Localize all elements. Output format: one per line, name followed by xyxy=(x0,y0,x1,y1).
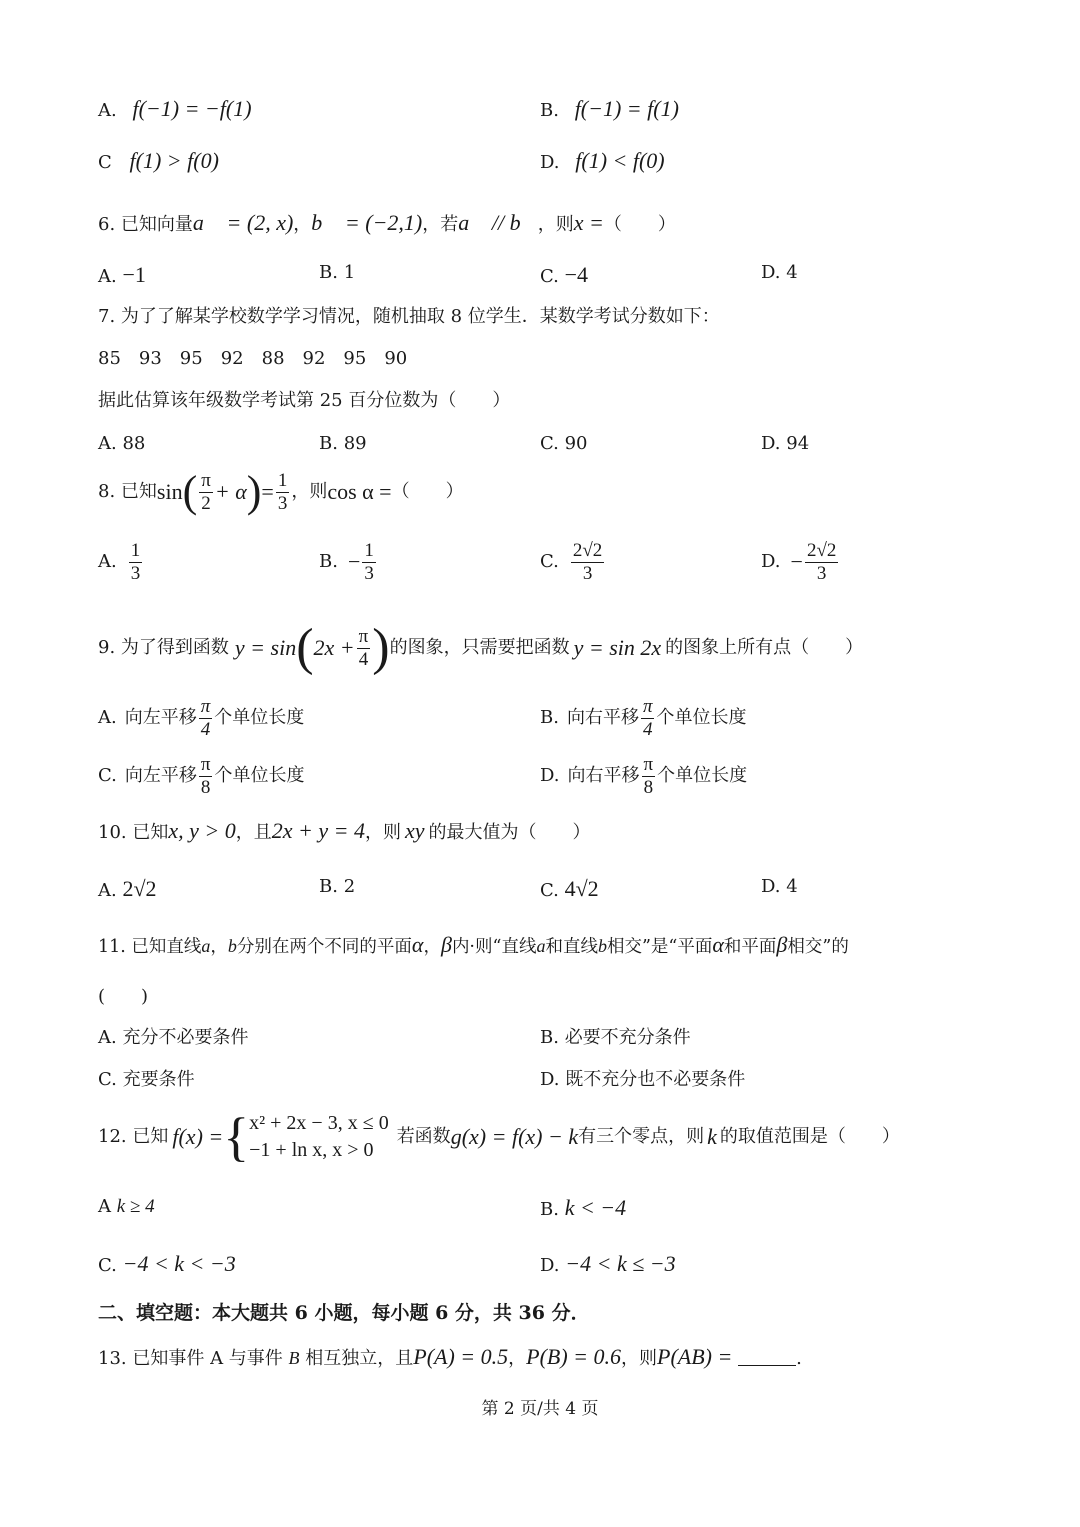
q6-ask: x = xyxy=(573,210,604,235)
option-value: −4 xyxy=(564,262,589,287)
q12-option-d xyxy=(540,1253,676,1275)
option-label: C. xyxy=(98,765,117,787)
option-pre: 向右平移 xyxy=(567,765,640,787)
option-value: 4 xyxy=(786,262,798,283)
q6-mid2: ，则 xyxy=(537,214,574,235)
paren-left: ( xyxy=(182,467,198,517)
numerator: 2√2 xyxy=(806,540,837,561)
question-7-stem: 7. 为了了解某学校数学学习情况，随机抽取 8 位学生．某数学考试分数如下： xyxy=(98,306,720,327)
option-label: C. xyxy=(540,880,559,901)
q9-fraction-pi-4 xyxy=(357,626,371,671)
q5-option-a xyxy=(98,98,252,120)
q12-option-c xyxy=(98,1253,236,1275)
q9-mid: 的图象，只需要把函数 xyxy=(389,637,570,658)
question-9-stem xyxy=(98,619,864,676)
q9-suffix: 的图象上所有点（ ） xyxy=(665,637,864,658)
q12-fx: f(x) = xyxy=(172,1124,224,1149)
denominator: 8 xyxy=(643,776,654,798)
q13-mid: 相互独立，且 xyxy=(305,1348,414,1369)
q11-text: 内·则“直线 xyxy=(451,937,537,957)
paren-left: ( xyxy=(296,619,314,676)
option-sign: − xyxy=(790,549,803,575)
denominator: 4 xyxy=(642,718,653,740)
q6-vector-b: b⃗ = (−2,1) xyxy=(311,210,423,235)
option-label: A. xyxy=(98,433,117,454)
q10-suffix: 的最大值为（ ） xyxy=(428,822,591,843)
option-label: D. xyxy=(761,262,781,283)
q13-pab: P(AB) = xyxy=(657,1344,733,1369)
denominator: 8 xyxy=(200,776,211,798)
q6-vector-a: a⃗ = (2, x) xyxy=(192,210,294,235)
q12-mid: 若函数 xyxy=(396,1126,451,1147)
denominator: 3 xyxy=(582,562,593,584)
piece-case-1: x² + 2x − 3, x ≤ 0 xyxy=(249,1112,389,1134)
q9-func1-left: y = sin xyxy=(234,635,297,660)
question-7-ask: 据此估算该年级数学考试第 25 百分位数为（ ） xyxy=(98,390,511,411)
q11-text: ， xyxy=(423,937,441,957)
q11-option-b xyxy=(540,1029,691,1047)
q6-option-d xyxy=(761,264,798,282)
option-label: D. xyxy=(761,876,781,897)
q12-option-b xyxy=(540,1197,626,1219)
numerator: 2√2 xyxy=(572,540,603,561)
answer-blank[interactable] xyxy=(738,1365,796,1366)
q9-option-b xyxy=(540,696,746,741)
option-pre: 向左平移 xyxy=(124,707,197,729)
q11-var: a xyxy=(536,936,546,956)
option-fraction xyxy=(642,754,656,799)
q8-option-c xyxy=(540,540,606,585)
option-value: 2√2 xyxy=(122,876,157,901)
option-value: k < −4 xyxy=(564,1195,627,1220)
option-label: C xyxy=(98,152,112,173)
denominator: 3 xyxy=(816,562,827,584)
denominator: 3 xyxy=(277,492,288,514)
q8-sin: sin xyxy=(156,479,183,505)
option-math: f(1) < f(0) xyxy=(575,148,665,173)
q10-condition1: x, y > 0 xyxy=(168,818,236,843)
option-label: B. xyxy=(540,1199,559,1220)
q11-var: b xyxy=(227,936,237,956)
denominator: 3 xyxy=(364,562,374,584)
q6-condition: a⃗ // b⃗ xyxy=(458,210,538,235)
option-value: −1 xyxy=(122,262,146,287)
option-value: −4 < k < −3 xyxy=(122,1251,236,1276)
q10-option-d xyxy=(761,878,798,896)
question-8-stem xyxy=(98,467,464,517)
numerator: π xyxy=(200,754,211,775)
paren-right: ) xyxy=(372,619,390,676)
q11-text: ， xyxy=(210,937,228,957)
q10-mid2: ，则 xyxy=(364,822,401,843)
option-label: A. xyxy=(98,1027,117,1048)
option-label: B. xyxy=(319,262,338,283)
denominator: 4 xyxy=(200,718,211,740)
option-label: B. xyxy=(540,100,559,121)
option-post: 个单位长度 xyxy=(657,765,748,787)
q10-option-c xyxy=(540,878,599,900)
q8-fraction-1-3 xyxy=(276,470,290,515)
q10-option-b xyxy=(319,878,355,896)
option-label: B. xyxy=(319,876,338,897)
q7-option-a xyxy=(98,435,145,453)
option-label: D. xyxy=(540,765,560,787)
option-label: D. xyxy=(540,1069,560,1090)
option-label: A. xyxy=(98,707,117,729)
q8-option-a xyxy=(98,540,144,585)
option-fraction xyxy=(805,540,838,585)
q13-mid2: ，则 xyxy=(621,1348,658,1369)
numerator: π xyxy=(642,696,653,717)
question-12-stem xyxy=(98,1107,900,1167)
numerator: 1 xyxy=(277,470,288,491)
q9-func2: y = sin 2x xyxy=(573,635,662,660)
option-value: 88 xyxy=(122,433,146,454)
q8-plus-alpha: + α xyxy=(214,479,247,505)
option-value: 必要不充分条件 xyxy=(564,1027,691,1048)
option-fraction xyxy=(199,754,213,799)
question-6-stem xyxy=(98,212,676,234)
option-label: D. xyxy=(540,152,560,173)
option-fraction xyxy=(199,696,213,741)
option-label: C. xyxy=(540,433,559,454)
option-value: 充分不必要条件 xyxy=(122,1027,249,1048)
option-post: 个单位长度 xyxy=(214,707,305,729)
option-label: C. xyxy=(98,1069,117,1090)
question-10-stem xyxy=(98,820,591,842)
option-value: −4 < k ≤ −3 xyxy=(565,1251,676,1276)
option-label: C. xyxy=(98,1255,117,1276)
option-label: B. xyxy=(540,707,559,729)
q8-then: ，则 xyxy=(291,481,328,503)
option-label: B. xyxy=(319,551,338,573)
q11-var: α xyxy=(712,932,724,957)
option-math: f(−1) = f(1) xyxy=(574,96,679,121)
q10-option-a xyxy=(98,878,157,900)
denominator: 4 xyxy=(358,648,369,670)
q13-pa: P(A) = 0.5 xyxy=(413,1344,509,1369)
q11-text: 相交”的 xyxy=(787,937,849,957)
option-value: 既不充分也不必要条件 xyxy=(565,1069,746,1090)
q12-prefix: 12. 已知 xyxy=(98,1126,169,1147)
q8-option-d xyxy=(761,540,840,585)
question-11-stem xyxy=(98,934,849,957)
option-value: 4 xyxy=(786,876,798,897)
q5-option-c xyxy=(98,150,219,172)
q8-option-b xyxy=(319,540,378,585)
option-fraction xyxy=(641,696,655,741)
q10-mid: ，且 xyxy=(235,822,272,843)
q9-option-a xyxy=(98,696,304,741)
numerator: π xyxy=(358,625,369,647)
option-fraction xyxy=(362,540,376,585)
q6-paren: （ ） xyxy=(603,214,676,235)
q12-suffix: 的取值范围是（ ） xyxy=(719,1126,900,1147)
option-label: A xyxy=(98,1196,111,1217)
q8-prefix: 8. 已知 xyxy=(98,481,157,503)
paren-right: ) xyxy=(246,467,262,517)
option-label: A. xyxy=(98,100,117,121)
option-value: 89 xyxy=(343,433,367,454)
piecewise-cases xyxy=(249,1110,389,1164)
q11-text: 和平面 xyxy=(723,937,777,957)
q12-mid2: 有三个零点，则 xyxy=(578,1126,705,1147)
piece-case-2: −1 + ln x, x > 0 xyxy=(249,1139,374,1161)
option-math: f(1) > f(0) xyxy=(129,148,219,173)
q11-option-a xyxy=(98,1029,248,1047)
option-label: D. xyxy=(540,1255,560,1276)
q9-option-c xyxy=(98,754,304,799)
denominator: 3 xyxy=(130,562,141,584)
option-value: 90 xyxy=(564,433,588,454)
q13-sep: ， xyxy=(508,1348,527,1369)
option-label: D. xyxy=(761,433,781,454)
option-fraction xyxy=(571,540,604,585)
q11-text: 和直线 xyxy=(545,937,598,957)
option-label: A. xyxy=(98,880,117,901)
q7-option-b xyxy=(319,435,367,453)
page-footer: 第 2 页/共 4 页 xyxy=(481,1399,599,1419)
option-value: 4√2 xyxy=(564,876,599,901)
numerator: π xyxy=(643,754,654,775)
q12-option-a xyxy=(98,1197,155,1216)
q6-sep: ， xyxy=(293,214,312,235)
q11-var: b xyxy=(597,936,607,956)
option-pre: 向左平移 xyxy=(124,765,197,787)
q6-option-a xyxy=(98,264,146,286)
q9-option-d xyxy=(540,754,747,799)
question-13-stem xyxy=(98,1346,802,1368)
q10-prefix: 10. 已知 xyxy=(98,822,169,843)
q9-prefix: 9. 为了得到函数 xyxy=(98,637,229,658)
denominator: 2 xyxy=(201,492,211,514)
q13-end: . xyxy=(796,1348,802,1369)
question-11-paren: ( ) xyxy=(98,986,149,1007)
option-value: 2 xyxy=(343,876,356,897)
q9-func1-inner: 2x + xyxy=(313,635,355,660)
q13-event-b: B xyxy=(288,1348,300,1368)
q6-prefix: 6. 已知向量 xyxy=(98,214,193,235)
option-post: 个单位长度 xyxy=(656,707,747,729)
q6-option-c xyxy=(540,264,588,286)
q11-text: 相交”是“平面 xyxy=(606,937,713,957)
q12-gx: g(x) = f(x) − k xyxy=(450,1124,579,1149)
numerator: π xyxy=(200,696,211,717)
option-value: 1 xyxy=(343,262,356,283)
q11-text: 分别在两个不同的平面 xyxy=(236,937,412,957)
option-label: B. xyxy=(540,1027,559,1048)
q11-var: a xyxy=(201,936,211,956)
q8-paren: （ ） xyxy=(391,481,464,503)
option-label: D. xyxy=(761,551,781,573)
q5-option-d xyxy=(540,150,665,172)
q11-option-c xyxy=(98,1071,195,1089)
option-math: f(−1) = −f(1) xyxy=(132,96,252,121)
numerator: 1 xyxy=(364,540,374,561)
q10-condition2: 2x + y = 4 xyxy=(271,818,365,843)
q13-pb: P(B) = 0.6 xyxy=(526,1344,622,1369)
option-fraction xyxy=(129,540,143,585)
q6-option-b xyxy=(319,264,355,282)
q8-cos: cos α = xyxy=(327,479,392,505)
option-post: 个单位长度 xyxy=(214,765,305,787)
option-value: 94 xyxy=(786,433,810,454)
q11-var: β xyxy=(440,932,452,957)
option-label: B. xyxy=(319,433,338,454)
q6-mid: ，若 xyxy=(422,214,459,235)
q7-option-d xyxy=(761,435,809,453)
option-label: A. xyxy=(98,551,117,573)
option-label: A. xyxy=(98,266,117,287)
q8-eq: = xyxy=(261,479,274,505)
q11-var: α xyxy=(411,932,424,957)
piecewise-brace: { xyxy=(223,1107,250,1167)
numerator: π xyxy=(201,470,211,491)
option-value: 充要条件 xyxy=(122,1069,195,1090)
q11-var: β xyxy=(776,932,788,957)
option-pre: 向右平移 xyxy=(566,707,639,729)
q13-prefix: 13. 已知事件 A 与事件 xyxy=(98,1348,283,1369)
q8-fraction-pi-2 xyxy=(199,470,213,515)
numerator: 1 xyxy=(130,540,141,561)
q10-xy: xy xyxy=(404,818,425,843)
section-heading-fill-in: 二、填空题：本大题共 6 小题，每小题 6 分，共 36 分． xyxy=(98,1302,590,1324)
q11-option-d xyxy=(540,1071,745,1089)
question-7-scores: 85 93 95 92 88 92 95 90 xyxy=(98,348,408,369)
q5-option-b xyxy=(540,98,679,120)
option-label: C. xyxy=(540,266,559,287)
q7-option-c xyxy=(540,435,588,453)
q11-text: 11. 已知直线 xyxy=(98,937,202,957)
option-label: C. xyxy=(540,551,559,573)
option-value: k ≥ 4 xyxy=(116,1196,155,1217)
option-sign: − xyxy=(347,549,361,575)
q12-k: k xyxy=(707,1124,717,1149)
